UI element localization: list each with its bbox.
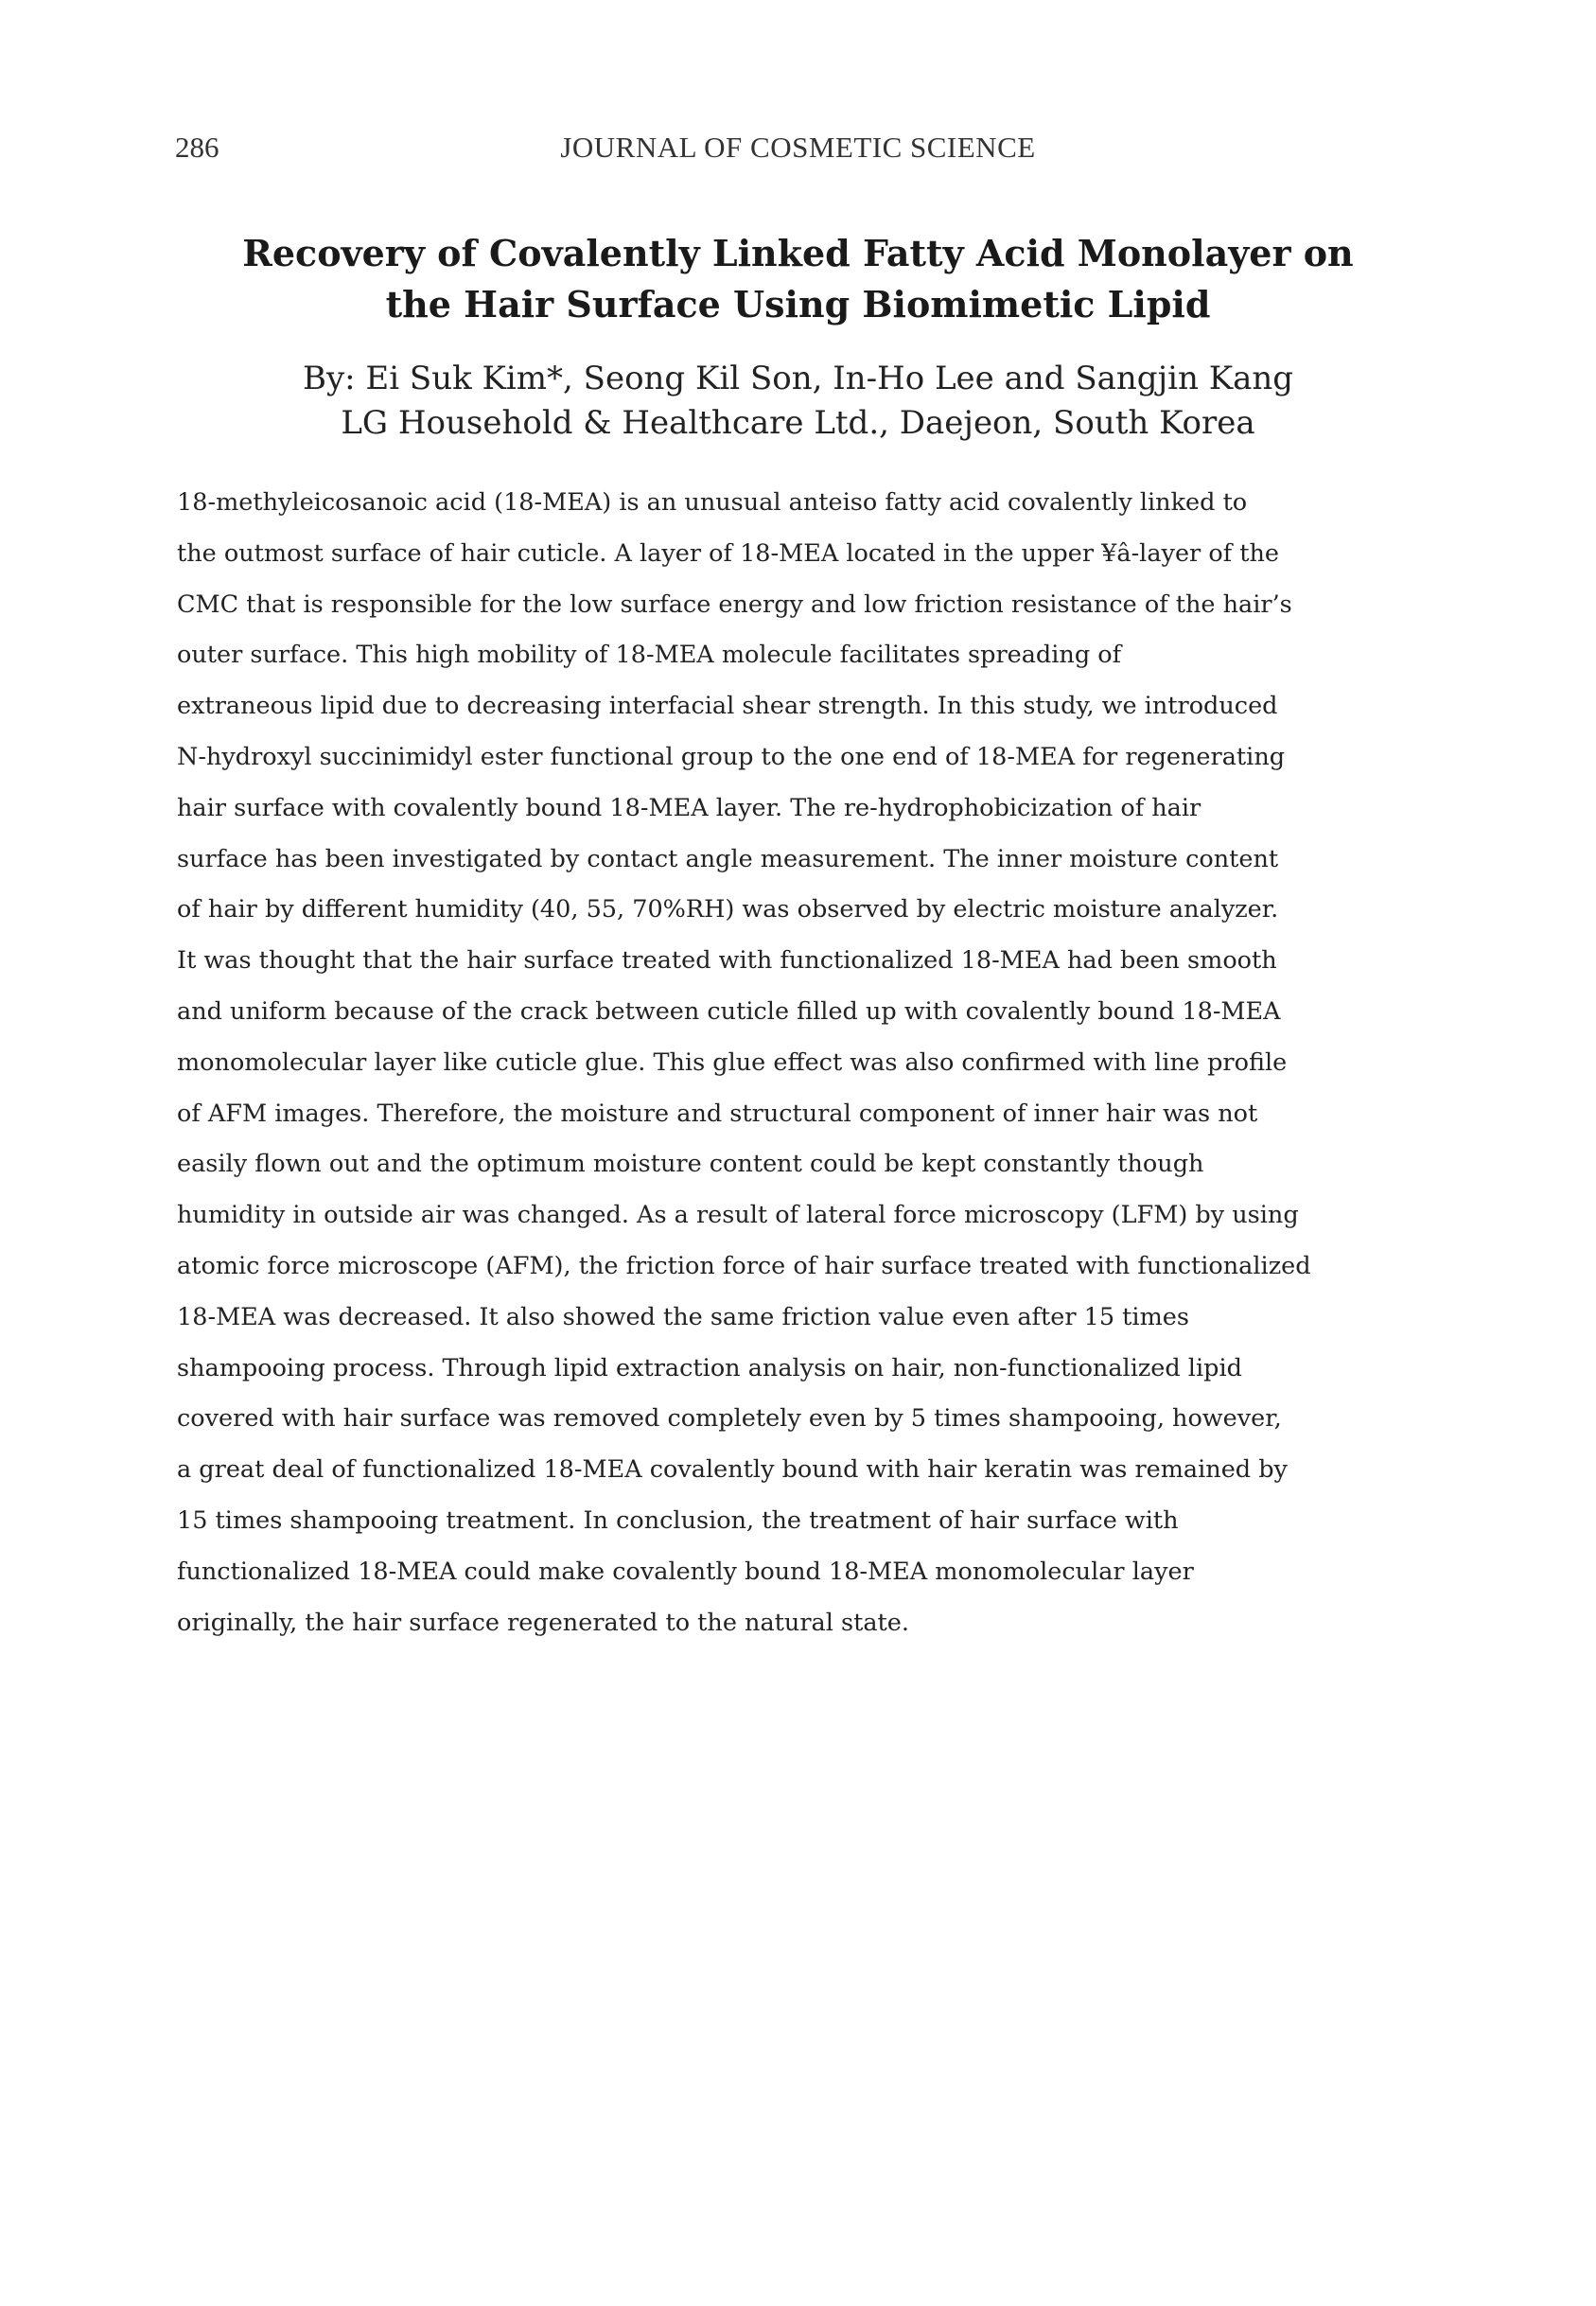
abstract-line: and uniform because of the crack between cuticle filled up with covalently bound 18-MEA — [177, 996, 1281, 1026]
abstract-line: It was thought that the hair surface treated with functionalized 18-MEA had been smooth — [177, 946, 1277, 976]
abstract-line: covered with hair surface was removed completely even by 5 times shampooing, however, — [177, 1404, 1282, 1434]
abstract-line: shampooing process. Through lipid extraction analysis on hair, non-functionalized lipid — [177, 1353, 1242, 1382]
abstract-line: outer surface. This high mobility of 18-MEA molecule facilitates spreading of — [177, 641, 1122, 670]
authors: By: Ei Suk Kim*, Seong Kil Son, In-Ho Lee and Sangjin Kang — [302, 360, 1294, 397]
abstract-line: surface has been investigated by contact angle measurement. The inner moisture content — [177, 844, 1279, 873]
abstract-line: originally, the hair surface regenerated to the natural state. — [177, 1608, 909, 1637]
abstract-line: 18-MEA was decreased. It also showed the same friction value even after 15 times — [177, 1302, 1189, 1331]
page-number: 286 — [175, 131, 219, 164]
affiliation: LG Household & Healthcare Ltd., Daejeon, South Korea — [341, 404, 1255, 442]
article-title-line-1: Recovery of Covalently Linked Fatty Acid Monolayer on — [242, 232, 1354, 274]
article-title-line-2: the Hair Surface Using Biomimetic Lipid — [385, 283, 1211, 326]
abstract-line: extraneous lipid due to decreasing interfacial shear strength. In this study, we introduced — [177, 692, 1278, 721]
abstract-line: CMC that is responsible for the low surface energy and low friction resistance of the hair’s — [177, 590, 1292, 619]
abstract-line: the outmost surface of hair cuticle. A layer of 18-MEA located in the upper ¥â-layer of the — [177, 538, 1279, 568]
abstract-line: humidity in outside air was changed. As a result of lateral force microscopy (LFM) by using — [177, 1201, 1299, 1230]
abstract-line: atomic force microscope (AFM), the friction force of hair surface treated with functionalized — [177, 1251, 1311, 1280]
abstract-line: monomolecular layer like cuticle glue. This glue effect was also confirmed with line profile — [177, 1047, 1288, 1077]
abstract-line: 18-methyleicosanoic acid (18-MEA) is an unusual anteiso fatty acid covalently linked to — [177, 488, 1248, 517]
abstract-line: N-hydroxyl succinimidyl ester functional group to the one end of 18-MEA for regenerating — [177, 742, 1286, 771]
abstract — [177, 478, 1311, 1648]
abstract-line: of hair by different humidity (40, 55, 70%RH) was observed by electric moisture analyzer. — [177, 895, 1279, 924]
abstract-line: 15 times shampooing treatment. In conclusion, the treatment of hair surface with — [177, 1505, 1179, 1535]
running-header: JOURNAL OF COSMETIC SCIENCE — [560, 131, 1036, 164]
abstract-line: easily flown out and the optimum moisture content could be kept constantly though — [177, 1150, 1204, 1179]
abstract-line: of AFM images. Therefore, the moisture and structural component of inner hair was not — [177, 1099, 1258, 1128]
abstract-line: functionalized 18-MEA could make covalently bound 18-MEA monomolecular layer — [177, 1557, 1194, 1586]
abstract-line: hair surface with covalently bound 18-MEA layer. The re-hydrophobicization of hair — [177, 793, 1201, 822]
abstract-line: a great deal of functionalized 18-MEA covalently bound with hair keratin was remained by — [177, 1455, 1288, 1485]
